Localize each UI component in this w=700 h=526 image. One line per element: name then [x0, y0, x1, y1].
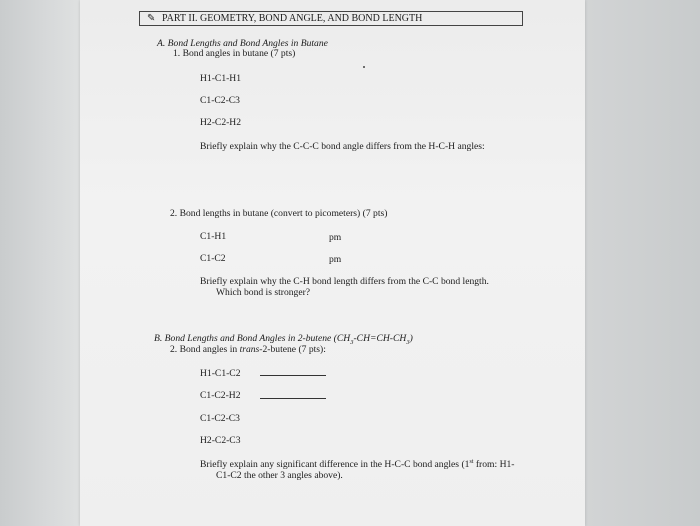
angle-label: C1-C2-H2: [200, 390, 241, 401]
bond-length-label: C1-C2: [200, 253, 226, 264]
pencil-icon: ✎: [147, 13, 156, 24]
question-a2-prompt-line1: Briefly explain why the C-H bond length differs from the C-C bond length.: [200, 276, 489, 287]
part-header: [139, 11, 523, 26]
section-a-heading: A. Bond Lengths and Bond Angles in Butane: [157, 38, 328, 49]
unit-label: pm: [329, 254, 342, 265]
question-b2-title: 2. Bond angles in trans-2-butene (7 pts):: [170, 344, 326, 355]
angle-label: H1-C1-C2: [200, 368, 241, 379]
unit-label: pm: [329, 232, 342, 243]
section-b-heading: B. Bond Lengths and Bond Angles in 2-butene $(CH_3-CH=CH-CH_3)$: [154, 333, 413, 346]
question-a1-prompt: Briefly explain why the C-C-C bond angle differs from the H-C-H angles:: [200, 141, 485, 152]
answer-blank[interactable]: [260, 375, 326, 376]
question-a1-title: 1. Bond angles in butane (7 pts): [173, 48, 296, 59]
background-right: [585, 0, 700, 526]
angle-label: C1-C2-C3: [200, 95, 240, 106]
part-title: PART II. GEOMETRY, BOND ANGLE, AND BOND LENGTH: [162, 13, 423, 24]
angle-label: H2-C2-C3: [200, 435, 241, 446]
question-a2-prompt-line2: Which bond is stronger?: [216, 287, 311, 298]
question-b2-prompt-line1: Briefly explain any significant difference in the H-C-C bond angles (1st from: H1-: [200, 458, 515, 470]
stray-mark: [363, 66, 365, 68]
angle-label: H2-C2-H2: [200, 117, 242, 128]
angle-label: H1-C1-H1: [200, 73, 242, 84]
answer-blank[interactable]: [260, 398, 326, 399]
question-b2-prompt-line2: C1-C2 the other 3 angles above).: [216, 470, 343, 481]
background-left: [0, 0, 80, 526]
angle-label: C1-C2-C3: [200, 413, 240, 424]
question-a2-title: 2. Bond lengths in butane (convert to picometers) (7 pts): [170, 208, 388, 219]
bond-length-label: C1-H1: [200, 231, 227, 242]
